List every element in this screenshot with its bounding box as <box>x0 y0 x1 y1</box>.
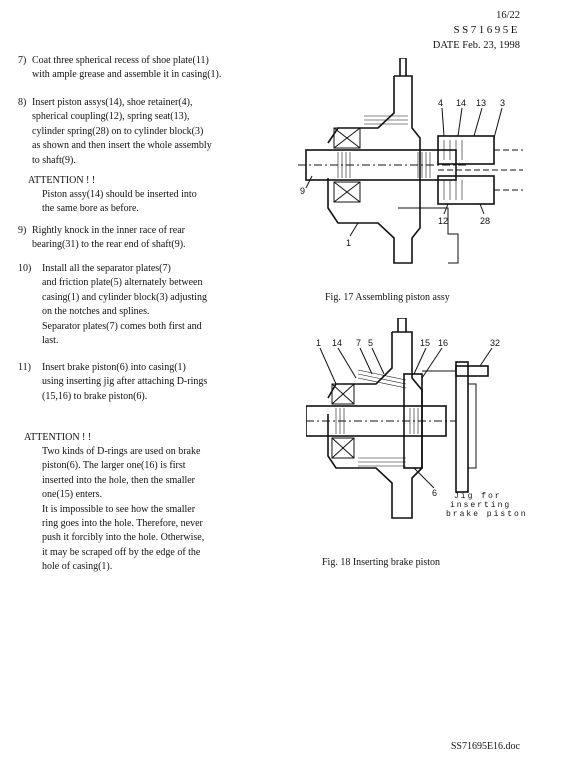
fig17-label: 1 <box>346 238 352 248</box>
step-7 <box>18 54 288 83</box>
fig18-label: 1 <box>316 338 322 348</box>
step-11 <box>18 361 288 404</box>
step-text: Rightly knock in the inner race of rear bearing(31) to the rear end of shaft(9). <box>32 225 186 251</box>
fig17-caption: Fig. 17 Assembling piston assy <box>325 292 450 303</box>
step-number: 10) <box>18 263 32 274</box>
fig17-label: 4 <box>438 98 444 108</box>
jig-label-line: brake piston <box>446 510 528 519</box>
fig17-label: 14 <box>456 98 467 108</box>
attention-body-1: Piston assy(14) should be inserted into the same bore as before. <box>42 189 197 215</box>
step-number: 7) <box>18 55 27 66</box>
fig17-label: 28 <box>480 216 491 226</box>
step-number: 11) <box>18 362 31 373</box>
step-9 <box>18 224 288 253</box>
fig18-label: 15 <box>420 338 431 348</box>
step-text: Coat three spherical recess of shoe plate(11) with ample grease and assemble it in casing(1). <box>32 55 222 81</box>
footer-filename: SS71695E16.doc <box>450 741 520 752</box>
fig18-label: 6 <box>432 488 438 498</box>
fig18-caption: Fig. 18 Inserting brake piston <box>322 557 441 568</box>
fig18-label: 32 <box>490 338 501 348</box>
jig-label-line: Jig for <box>454 492 502 501</box>
document-id: SS71695E <box>453 24 520 36</box>
page-header <box>433 8 520 53</box>
step-number: 9) <box>18 225 27 236</box>
fig18-label: 16 <box>438 338 449 348</box>
fig17-label: 13 <box>476 98 487 108</box>
fig18-label: 7 <box>356 338 362 348</box>
fig18-label: 5 <box>368 338 374 348</box>
attention-heading-1: ATTENTION ! ! <box>28 175 96 186</box>
page-number: 16/22 <box>496 10 520 21</box>
attention-heading-2: ATTENTION ! ! <box>24 432 92 443</box>
step-text: Insert brake piston(6) into casing(1) using inserting jig after attaching D-rings (15,16) to brake piston(6). <box>42 362 208 402</box>
step-8 <box>18 96 288 168</box>
fig18-label: 14 <box>332 338 343 348</box>
jig-label-line: inserting <box>450 501 512 510</box>
fig17-label: 12 <box>438 216 449 226</box>
document-date: DATE Feb. 23, 1998 <box>432 40 520 51</box>
fig18-drawing <box>306 318 536 533</box>
step-text: Insert piston assys(14), shoe retainer(4), spherical coupling(12), spring seat(13), cylinder spring(28) on to cylinder block(3) as shown and then insert the whole assembly to shaft(9). <box>32 97 212 166</box>
fig17-drawing <box>298 58 528 278</box>
step-10 <box>18 262 288 348</box>
fig17-label: 9 <box>300 186 306 196</box>
step-number: 8) <box>18 97 27 108</box>
step-text: Install all the separator plates(7) and friction plate(5) alternately between casing(1) and cylinder block(3) adjusting on the notches and splines. Separator plates(7) comes both first and last. <box>42 263 207 347</box>
attention-body-2: Two kinds of D-rings are used on brake piston(6). The larger one(16) is first inserted into the hole, then the smaller one(15) enters. It is impossible to see how the smaller ring goes into the hole. Therefore, never push it forcibly into the hole. Otherwise, it may be scraped off by the edge of the hole of casing(1). <box>42 446 205 573</box>
fig17-label: 3 <box>500 98 506 108</box>
